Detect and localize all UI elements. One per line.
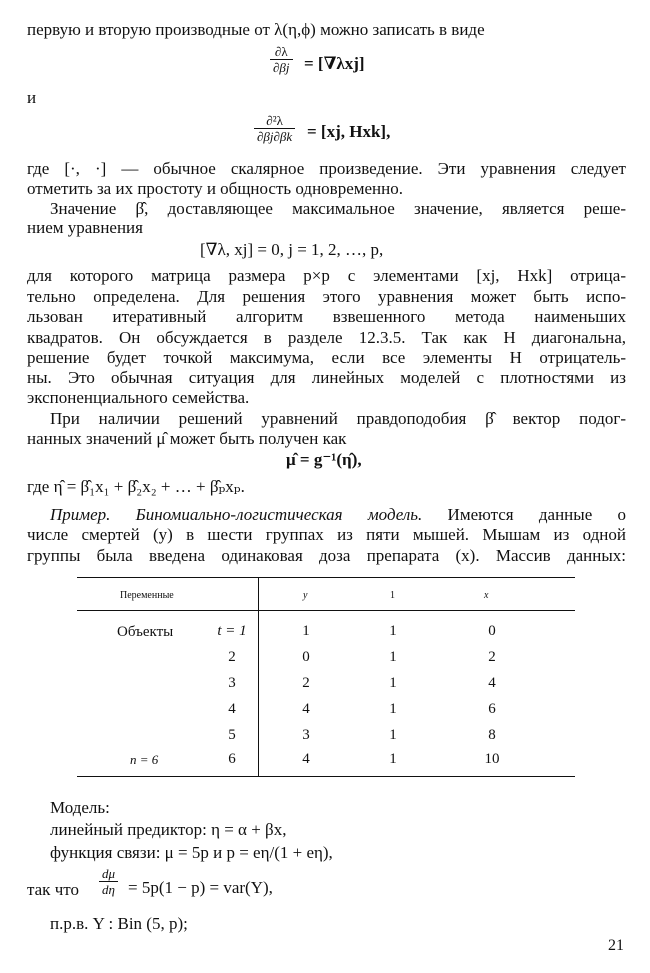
table-header-variables: Переменные	[120, 590, 174, 601]
equation-rhs: = 5p(1 − p) = var(Y),	[128, 878, 273, 897]
text-line: для которого матрица размера p×p с элементами [xj, Hxk] отрица-	[27, 266, 626, 285]
table-objects-label: Объекты	[117, 624, 174, 640]
table-cell-one: 1	[389, 623, 397, 639]
table-cell-index: 2	[228, 649, 236, 665]
table-cell-one: 1	[389, 727, 397, 743]
table-cell-x: 2	[488, 649, 496, 665]
table-n-label: n = 6	[130, 752, 159, 767]
table-cell-index: 4	[228, 701, 236, 717]
text-line: где η̂ = β̂₁x₁ + β̂₂x₂ + … + β̂ₚxₚ.	[27, 477, 245, 496]
fraction	[254, 113, 295, 144]
data-table	[77, 577, 575, 777]
text-line: так что	[27, 880, 79, 899]
table-cell-one: 1	[389, 649, 397, 665]
table-cell-one: 1	[389, 675, 397, 691]
table-cell-index: 3	[228, 675, 236, 691]
table-cell-x: 6	[488, 701, 496, 717]
equation-rhs: = [xj, Hxk],	[307, 122, 391, 141]
equation: [∇λ, xj] = 0, j = 1, 2, …, p,	[200, 240, 384, 259]
example-heading: Пример. Биномиально-логистическая модель.	[50, 505, 423, 524]
fraction-numerator: ∂²λ	[266, 113, 283, 128]
table-cell-one: 1	[389, 751, 397, 767]
equation-rhs: = [∇λxj]	[304, 54, 365, 73]
table-cell-one: 1	[389, 701, 397, 717]
model-distribution: п.р.в. Y : Bin (5, p);	[50, 914, 188, 933]
text-line: Значение β̂, доставляющее максимальное значение, является реше-	[50, 199, 626, 218]
table-cell-x: 10	[484, 751, 500, 767]
text-line: и	[27, 88, 37, 107]
text-line: нием уравнения	[27, 218, 143, 237]
model-link: функция связи: μ = 5p и p = eη/(1 + eη),	[50, 843, 333, 862]
table-divider	[258, 578, 259, 776]
text-line: числе смертей (y) в шести группах из пяти мышей. Мышам из одной	[27, 525, 626, 544]
table-cell-index: 5	[228, 727, 236, 743]
table-header-x: x	[484, 590, 489, 601]
example-text: Имеются данные о	[422, 505, 626, 524]
text-line: При наличии решений уравнений правдоподобия β̂ вектор подог-	[50, 409, 626, 428]
table-cell-y: 4	[302, 751, 310, 767]
table-divider	[77, 610, 575, 611]
text-line	[50, 505, 626, 525]
text-line: группы была введена одинаковая доза препарата (x). Массив данных:	[27, 546, 626, 565]
table-header-one: 1	[390, 590, 395, 601]
text-line: первую и вторую производные от λ(η,ϕ) можно записать в виде	[27, 20, 485, 39]
equation: μ̂ = g⁻¹(η̂),	[286, 450, 362, 469]
table-cell-y: 2	[302, 675, 310, 691]
text-line: ны. Это обычная ситуация для линейных моделей с плотностями из	[27, 368, 626, 387]
fraction	[270, 44, 293, 75]
table-cell-y: 4	[302, 701, 310, 717]
text-line: квадратов. Он обсуждается в разделе 12.3.5. Так как H диагональна,	[27, 328, 626, 347]
table-cell-y: 3	[302, 727, 310, 743]
fraction-denominator: dη	[99, 881, 118, 897]
page-number: 21	[608, 937, 624, 954]
table-cell-y: 0	[302, 649, 310, 665]
table-cell-x: 4	[488, 675, 496, 691]
table-cell-x: 0	[488, 623, 496, 639]
text-line: решение будет точкой максимума, если все элементы H отрицатель-	[27, 348, 626, 367]
text-line: экспоненциального семейства.	[27, 388, 250, 407]
text-line: нанных значений μ̂ может быть получен как	[27, 429, 347, 448]
table-cell-x: 8	[488, 727, 496, 743]
table-cell-index: 6	[228, 751, 236, 767]
fraction-numerator: ∂λ	[274, 44, 288, 59]
text-line: где [·, ·] — обычное скалярное произведение. Эти уравнения следует	[27, 159, 626, 178]
table-header-y: y	[303, 590, 308, 601]
text-line: льзован итеративный алгоритм взвешенного метода наименьших	[27, 307, 626, 326]
table-cell-index: t = 1	[217, 623, 247, 639]
fraction	[99, 866, 118, 897]
model-title: Модель:	[50, 798, 110, 817]
text-line: тельно определена. Для решения этого уравнения может быть испо-	[27, 287, 626, 306]
model-predictor: линейный предиктор: η = α + βx,	[50, 820, 287, 839]
fraction-denominator: ∂βj∂βk	[254, 128, 295, 144]
fraction-numerator: dμ	[102, 866, 116, 881]
fraction-denominator: ∂βj	[270, 59, 293, 75]
table-cell-y: 1	[302, 623, 310, 639]
text-line: отметить за их простоту и общность одновременно.	[27, 179, 403, 198]
